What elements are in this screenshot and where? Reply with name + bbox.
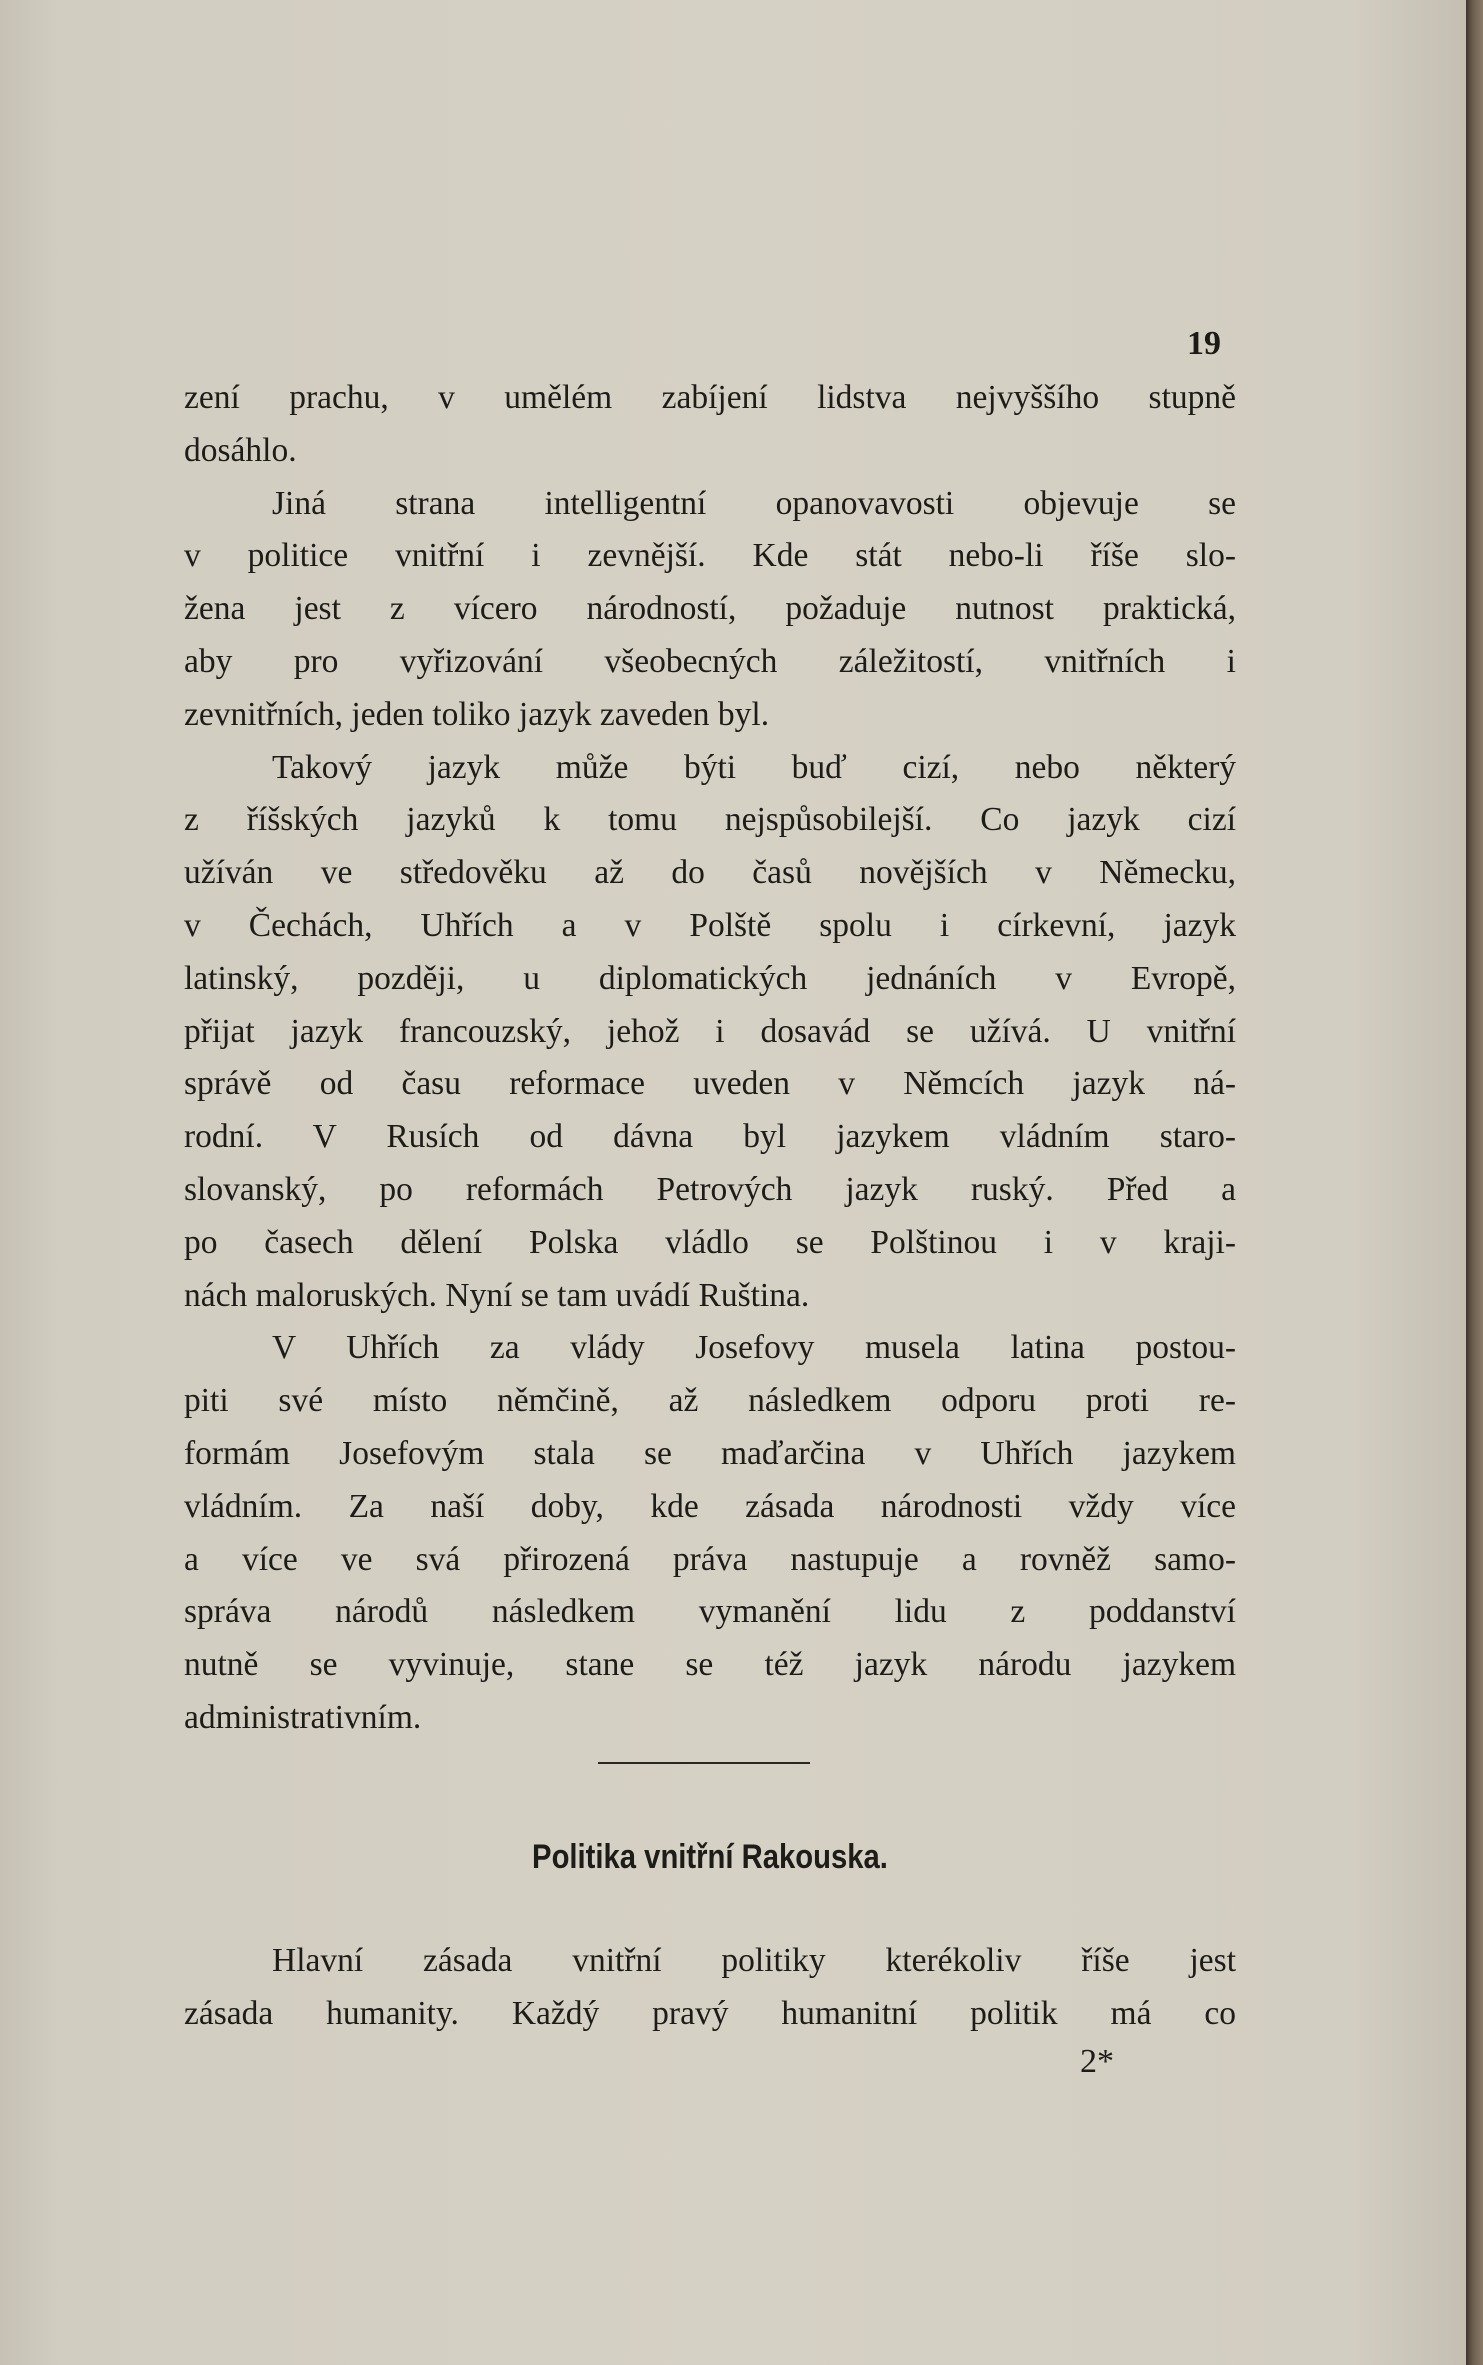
book-binding-edge — [1466, 0, 1483, 2365]
text-line: po časech dělení Polska vládlo se Polštinou i v kraji- — [184, 1223, 1236, 1261]
text-line: v politice vnitřní i zevnější. Kde stát nebo-li říše slo- — [184, 537, 1236, 575]
body-text-section-1 — [184, 372, 1236, 1745]
page-number: 19 — [1187, 325, 1221, 362]
text-line: aby pro vyřizování všeobecných záležitostí, vnitřních i — [184, 642, 1236, 680]
text-line: zásada humanity. Každý pravý humanitní politik má co — [184, 1994, 1236, 2032]
section-heading: Politika vnitřní Rakouska. — [532, 1838, 888, 1876]
text-line: dosáhlo. — [184, 431, 297, 469]
text-line: zení prachu, v umělém zabíjení lidstva nejvyššího stupně — [184, 379, 1236, 416]
text-line: rodní. V Rusích od dávna byl jazykem vládním staro- — [184, 1118, 1236, 1156]
text-line: zevnitřních, jeden toliko jazyk zaveden byl. — [184, 695, 770, 733]
text-line: správa národů následkem vymanění lidu z poddanství — [184, 1593, 1236, 1631]
body-text-section-2 — [184, 1935, 1236, 2041]
text-line: Takový jazyk může býti buď cizí, nebo některý — [272, 748, 1236, 786]
text-line: užíván ve středověku až do časů novějších v Německu, — [184, 854, 1236, 892]
text-line: latinský, později, u diplomatických jednáních v Evropě, — [184, 959, 1236, 997]
text-line: žena jest z vícero národností, požaduje nutnost praktická, — [184, 590, 1236, 628]
paragraph-language-history — [184, 742, 1236, 1323]
text-line: V Uhřích za vlády Josefovy musela latina postou- — [272, 1329, 1236, 1367]
text-line: a více ve svá přirozená práva nastupuje a rovněž samo- — [184, 1540, 1236, 1578]
paragraph-official-language — [184, 478, 1236, 742]
text-line: nutně se vyvinuje, stane se též jazyk národu jazykem — [184, 1646, 1236, 1684]
text-line: Hlavní zásada vnitřní politiky kterékoliv říše jest — [272, 1942, 1236, 1979]
text-line: Jiná strana intelligentní opanovavosti objevuje se — [272, 484, 1236, 522]
text-line: slovanský, po reformách Petrových jazyk ruský. Před a — [184, 1170, 1236, 1208]
text-line: v Čechách, Uhřích a v Polště spolu i církevní, jazyk — [184, 906, 1236, 944]
text-line: vládním. Za naší doby, kde zásada národnosti vždy více — [184, 1487, 1236, 1525]
text-line: správě od času reformace uveden v Němcích jazyk ná- — [184, 1065, 1236, 1103]
printer-signature-mark: 2* — [1080, 2043, 1114, 2080]
text-line: formám Josefovým stala se maďarčina v Uhřích jazykem — [184, 1434, 1236, 1472]
text-line: z říšských jazyků k tomu nejspůsobilejší. Co jazyk cizí — [184, 801, 1236, 839]
section-divider — [598, 1762, 810, 1764]
text-line: piti své místo němčině, až následkem odporu proti re- — [184, 1382, 1236, 1420]
text-line: nách maloruských. Nyní se tam uvádí Ruština. — [184, 1276, 810, 1314]
paragraph-continuation — [184, 372, 1236, 478]
paragraph-humanity — [184, 1935, 1236, 2041]
paragraph-hungary — [184, 1322, 1236, 1744]
text-line: administrativním. — [184, 1698, 422, 1736]
text-line: přijat jazyk francouzský, jehož i dosavád se užívá. U vnitřní — [184, 1012, 1236, 1050]
